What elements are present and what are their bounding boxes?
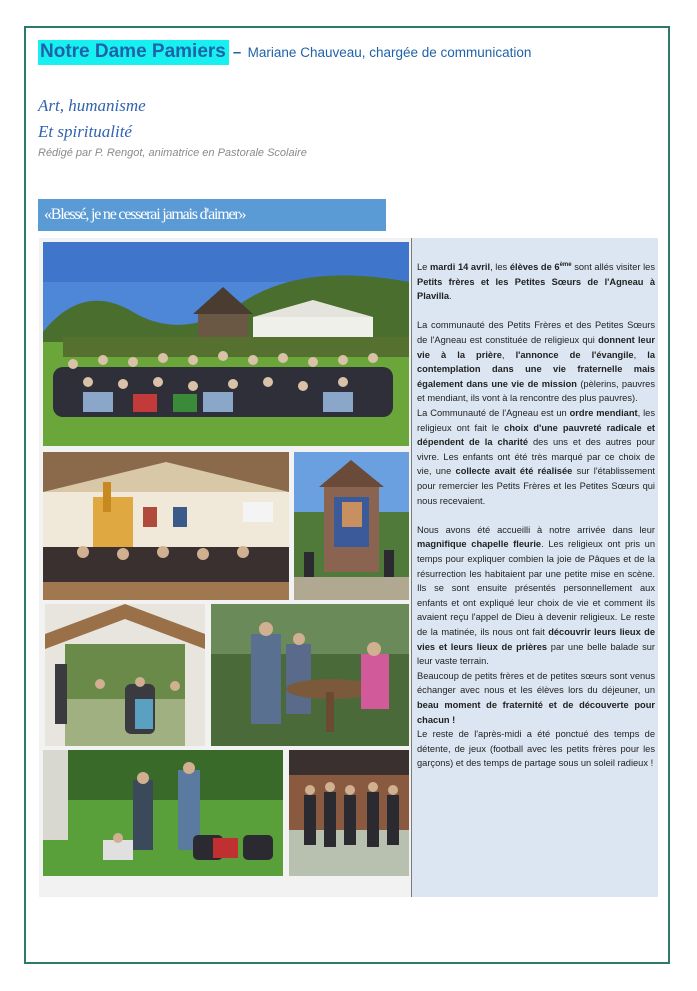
page-header	[38, 41, 531, 63]
brand-title: Notre Dame Pamiers	[38, 40, 229, 65]
wooden-shelter-photo	[45, 604, 205, 746]
article-text-column	[411, 238, 658, 897]
photo-gallery	[39, 238, 411, 897]
paragraph-mendicant-order: La Communauté de l'Agneau est un ordre mendiant, les religieux ont fait le choix d'une pauvreté radicale et dépendent de la charité des uns et des autres pour vivre. Les enfants ont été très marqué par ce choix de vie, une collecte avait été réalisée sur l'établissement pour remercier les Petits Frères et les Petites Sœurs qui nous recevaient.	[417, 408, 656, 506]
paragraph-afternoon: Le reste de l'après-midi a été ponctué des temps de détente, de jeux (football avec les petits frères pour les garçons) et des temps de partage sous un soleil radieux !	[417, 729, 655, 769]
paragraph-visit: Le mardi 14 avril, les élèves de 6ème sont allés visiter les Petits frères et les Petites Sœurs de l'Agneau à Plavilla.	[417, 262, 655, 302]
quote-banner: «Blessé, je ne cesserai jamais d'aimer»	[38, 199, 386, 231]
paragraph-community: La communauté des Petits Frères et des Petites Sœurs de l'Agneau est constituée de religieux qui donnent leur vie à la prière, l'annonce de l'évangile, la contemplation dans une vie fraternelle mais également dans une vie de mission (pèlerins, pauvres et mendiant, ils vont à la rencontre des plus pauvres).	[417, 320, 656, 404]
header-separator: –	[232, 44, 242, 61]
paragraph-lunch: Beaucoup de petits frères et de petites sœurs sont venus échanger avec nous et les élèves lors du déjeuner, un beau moment de fraternité et de découverte pour chacun !	[417, 670, 655, 725]
icon-shrine-photo	[294, 452, 409, 600]
paragraph-chapel: Nous avons été accueilli à notre arrivée dans leur magnifique chapelle fleurie. Les religieux ont pris un temps pour expliquer combien la joie de Pâques et de la résurrection les habitaient par une petite mise en scène. Ils se sont ensuite présentés personnellement aux enfants et ont expliqué leur choix de vie et comment ils avaient reçu l'appel de Dieu à devenir religieux. Le reste de la matinée, ils nous ont fait découvrir leurs lieux de vies et leurs lieux de prières par une belle balade sur leur vaste terrain.	[417, 524, 656, 667]
lawn-gathering-photo	[43, 750, 283, 876]
header-author: Mariane Chauveau, chargée de communication	[247, 45, 532, 60]
cabin-exterior-photo	[289, 750, 409, 876]
article-title-line1: Art, humanisme	[38, 96, 146, 115]
discussion-table-photo	[211, 604, 409, 746]
article-byline: Rédigé par P. Rengot, animatrice en Pastorale Scolaire	[38, 147, 307, 159]
chapel-interior-photo	[43, 452, 289, 600]
group-photo	[43, 242, 409, 446]
article-title-line2: Et spiritualité	[38, 122, 132, 141]
